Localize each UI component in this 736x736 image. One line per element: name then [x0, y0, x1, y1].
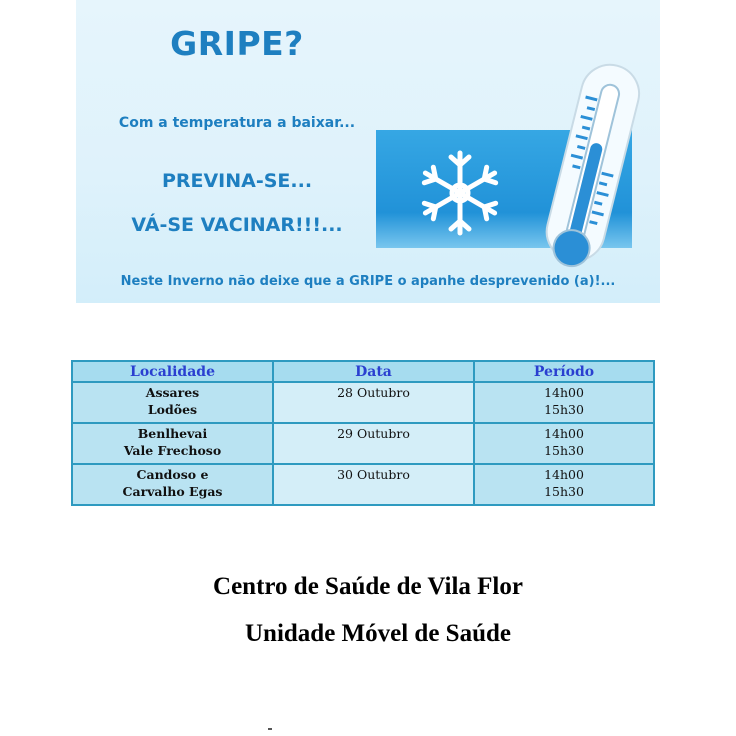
- time-start: 14h00: [544, 426, 584, 441]
- cell-data: [274, 465, 473, 504]
- health-center-title: Centro de Saúde de Vila Flor: [213, 573, 523, 600]
- poster-vacinar-line: VÁ-SE VACINAR!!!...: [131, 214, 343, 236]
- poster-previna-line: PREVINA-SE...: [161, 170, 313, 192]
- cell-data: [274, 383, 473, 422]
- time-start: 14h00: [544, 467, 584, 482]
- localidade-line: Benlhevai: [137, 426, 208, 441]
- header-data: Data: [274, 362, 473, 381]
- date-text: 29 Outubro: [337, 426, 410, 441]
- cell-periodo: [475, 424, 653, 463]
- localidade-line: Lodões: [147, 402, 198, 417]
- table-row: [73, 465, 653, 504]
- page-mark: [268, 728, 272, 730]
- time-end: 15h30: [544, 443, 584, 458]
- time-end: 15h30: [544, 402, 584, 417]
- localidade-line: Carvalho Egas: [122, 484, 223, 499]
- header-localidade: Localidade: [73, 362, 272, 381]
- localidade-line: Vale Frechoso: [123, 443, 222, 458]
- time-end: 15h30: [544, 484, 584, 499]
- thermometer-icon: [524, 60, 654, 285]
- snowflake-icon: [400, 148, 520, 238]
- poster-footer-text: Neste Inverno não deixe que a GRIPE o apanhe desprevenido (a)!...: [120, 274, 616, 289]
- table-header-row: [73, 362, 653, 381]
- localidade-line: Assares: [145, 385, 200, 400]
- header-periodo: Período: [475, 362, 653, 381]
- poster-subtitle: Com a temperatura a baixar...: [118, 115, 356, 131]
- table-row: [73, 424, 653, 463]
- flu-poster-banner: [76, 0, 660, 303]
- schedule-table: [71, 360, 655, 506]
- cell-periodo: [475, 465, 653, 504]
- date-text: 28 Outubro: [337, 385, 410, 400]
- cell-localidade: [73, 383, 272, 422]
- mobile-unit-title: Unidade Móvel de Saúde: [244, 620, 511, 647]
- cell-periodo: [475, 383, 653, 422]
- cell-data: [274, 424, 473, 463]
- cell-localidade: [73, 424, 272, 463]
- cell-localidade: [73, 465, 272, 504]
- poster-title: GRIPE?: [170, 24, 304, 63]
- date-text: 30 Outubro: [337, 467, 410, 482]
- localidade-line: Candoso e: [136, 467, 209, 482]
- table-row: [73, 383, 653, 422]
- time-start: 14h00: [544, 385, 584, 400]
